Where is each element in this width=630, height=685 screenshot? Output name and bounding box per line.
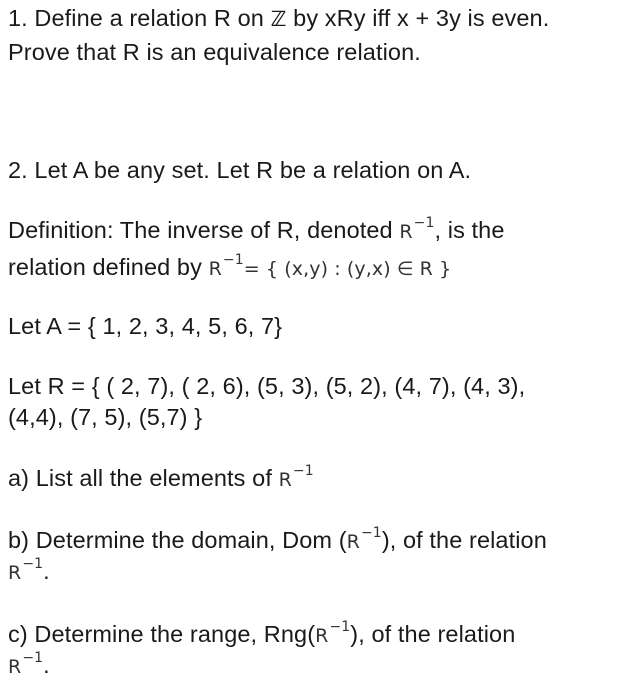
r-inverse-set-definition [208,252,452,280]
set-builder: = { (x,y) : (y,x) ∈ R } [243,258,452,280]
q2-intro: 2. Let A be any set. Let R be a relation on A. [8,157,472,183]
q1-statement-line2: Prove that R is an equivalence relation. [8,39,421,65]
r-inverse-symbol [399,215,435,243]
r-inverse-symbol [8,650,44,678]
definition-line2 [8,252,451,286]
part-b-text: b) Determine the domain, Dom ( [8,527,347,553]
part-b-suffix: ), of the relation [381,527,547,553]
inverse-exponent: −1 [222,252,244,268]
set-r-line1: Let R = { ( 2, 7), ( 2, 6), (5, 3), (5, 2), (4, 7), (4, 3), [8,373,526,399]
r-letter: R [278,469,292,491]
r-inverse-symbol [8,556,44,584]
r-letter: R [399,221,413,243]
r-inverse-symbol [278,463,314,491]
definition-line1 [8,215,505,249]
set-a-definition: Let A = { 1, 2, 3, 4, 5, 6, 7} [8,313,283,339]
part-c-suffix: ), of the relation [350,621,516,647]
r-letter: R [8,656,22,678]
part-b-line1 [8,525,547,559]
period: . [43,652,50,678]
integers-symbol: ℤ [270,7,287,31]
part-b-line2 [8,556,50,590]
set-r-line2: (4,4), (7, 5), (5,7) } [8,404,203,430]
definition-line2-text: relation defined by [8,254,209,280]
part-c-line1 [8,619,515,653]
r-letter: R [315,625,329,647]
r-inverse-symbol [346,525,382,553]
inverse-exponent: −1 [292,463,314,479]
definition-suffix: , is the [434,217,505,243]
inverse-exponent: −1 [360,525,382,541]
inverse-exponent: −1 [329,619,351,635]
part-a [8,463,314,497]
inverse-exponent: −1 [413,215,435,231]
part-c-line2 [8,650,50,684]
part-a-text: a) List all the elements of [8,465,279,491]
r-letter: R [208,258,222,280]
q1-statement-line1 [8,3,549,34]
r-letter: R [8,562,22,584]
q1-text-prefix: 1. Define a relation R on [8,5,271,31]
inverse-exponent: −1 [22,556,44,572]
r-inverse-symbol [315,619,351,647]
period: . [43,558,50,584]
part-c-text: c) Determine the range, Rng( [8,621,316,647]
inverse-exponent: −1 [22,650,44,666]
r-letter: R [346,531,360,553]
definition-text: Definition: The inverse of R, denoted [8,217,400,243]
q1-text-suffix: by xRy iff x + 3y is even. [286,5,550,31]
